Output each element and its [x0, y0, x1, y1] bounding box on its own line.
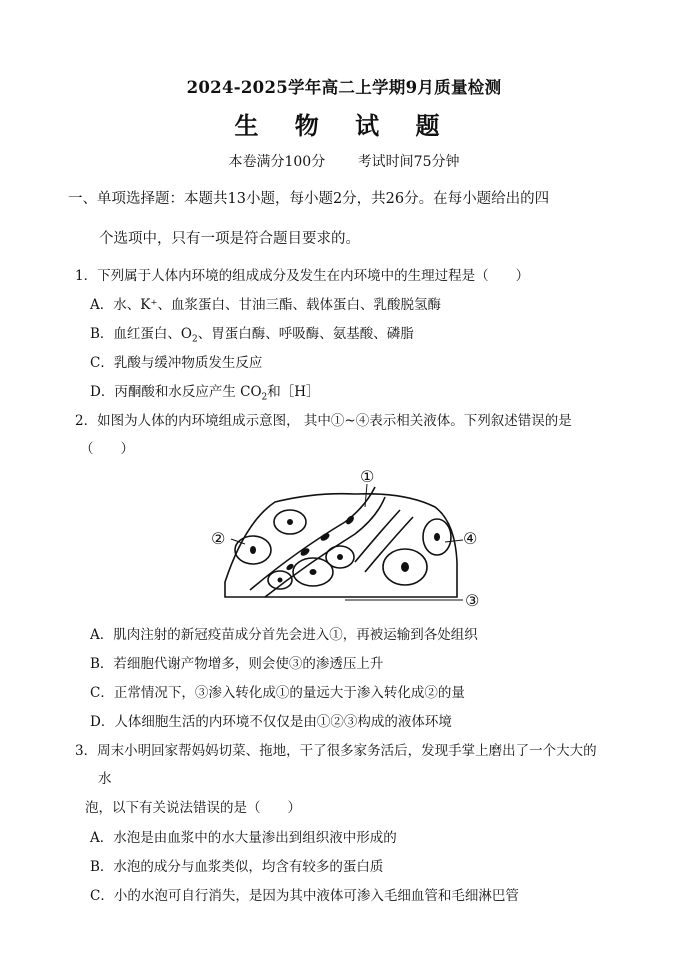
subject-title: 生 物 试 题	[234, 111, 454, 140]
question-3-stem-line1: 3．周末小明回家帮妈妈切菜、拖地，干了很多家务活后，发现手掌上磨出了一个大大的	[75, 743, 597, 759]
question-1-option-d: D．丙酮酸和水反应产生 $CO_2$和［H］	[90, 384, 320, 403]
exam-meta	[0, 151, 688, 171]
question-1-option-b: B．血红蛋白、$O_2$、胃蛋白酶、呼吸酶、氨基酸、磷脂	[90, 326, 414, 345]
question-3-option-b: B．水泡的成分与血浆类似，均含有较多的蛋白质	[90, 859, 384, 875]
total-score: 本卷满分100分	[228, 154, 326, 170]
question-2-option-c: C．正常情况下，③渗入转化成①的量远大于渗入转化成②的量	[90, 685, 465, 701]
question-3-option-a: A．水泡是由血浆中的水大量渗出到组织液中形成的	[90, 830, 397, 846]
question-3-stem-line2: 水	[98, 771, 112, 787]
question-3-stem-line3: 泡，以下有关说法错误的是（ ）	[85, 800, 301, 816]
section-heading-line1: 一、单项选择题：本题共13小题，每小题2分，共26分。在每小题给出的四	[68, 191, 550, 207]
diagram-label-2: ②	[211, 529, 226, 548]
exam-time: 考试时间75分钟	[357, 154, 460, 170]
internal-environment-diagram	[205, 462, 485, 612]
diagram-label-1: ①	[360, 467, 375, 486]
question-1-stem: 1．下列属于人体内环境的组成成分及发生在内环境中的生理过程是（ ）	[75, 268, 530, 284]
exam-title: 2024-2025学年高二上学期9月质量检测	[186, 78, 502, 97]
question-2-option-b: B．若细胞代谢产物增多，则会使③的渗透压上升	[90, 656, 384, 672]
question-1-option-a: A．水、K⁺、血浆蛋白、甘油三酯、载体蛋白、乳酸脱氢酶	[90, 297, 441, 313]
section-heading-line2: 个选项中，只有一项是符合题目要求的。	[99, 231, 360, 247]
question-2-stem-line1: 2．如图为人体的内环境组成示意图， 其中①~④表示相关液体。下列叙述错误的是	[75, 413, 572, 429]
question-2-stem-line2: （ ）	[80, 441, 134, 457]
question-3-option-c: C．小的水泡可自行消失，是因为其中液体可渗入毛细血管和毛细淋巴管	[90, 888, 519, 904]
question-2-option-a: A．肌肉注射的新冠疫苗成分首先会进入①，再被运输到各处组织	[90, 627, 478, 643]
question-2-option-d: D．人体细胞生活的内环境不仅仅是由①②③构成的液体环境	[90, 714, 452, 730]
diagram-label-3: ③	[465, 591, 480, 610]
question-1-option-c: C．乳酸与缓冲物质发生反应	[90, 355, 263, 371]
diagram-label-4: ④	[463, 529, 478, 548]
